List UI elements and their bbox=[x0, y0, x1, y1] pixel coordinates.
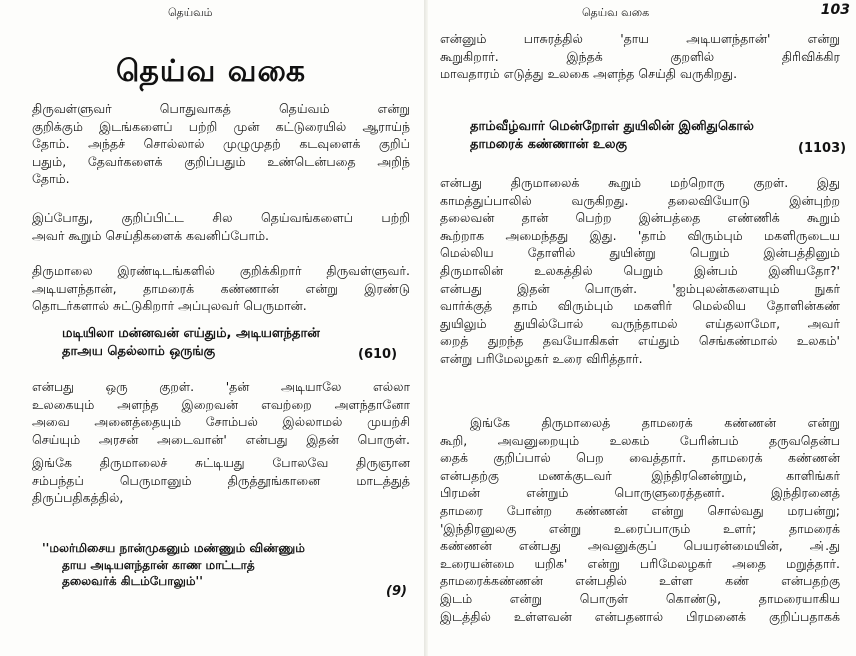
text-line: பதும், தேவர்களைக் குறிப்பதும் உண்டென்பதை அறிந் bbox=[32, 153, 410, 169]
text-line: குறிக்கும் இடங்களைப் பற்றி முன் கட்டுரையில் ஆராய்ந் bbox=[32, 118, 410, 134]
right-verse bbox=[470, 118, 810, 154]
text-line: தொடர்களால் சுட்டுகிறார் அப்புலவர் பெருமான். bbox=[32, 298, 307, 314]
text-line: இங்கே திருமாலைச் சுட்டியது போலவே திருஞான bbox=[32, 455, 410, 470]
text-line: கூற்றாக அமைந்தது இது. 'தாம் விரும்பும் மகளிருடைய bbox=[440, 227, 840, 243]
page-number: 103 bbox=[820, 2, 850, 18]
left-para-5 bbox=[32, 454, 410, 507]
text-line: என்னும் பாசுரத்தில் 'தாய அடியளந்தான்' என்று bbox=[440, 31, 840, 46]
text-line: 'இந்திரனுலகு என்று உரைப்பாரும் உளர்; தாமரைக் bbox=[440, 520, 840, 536]
text-line: தாமரைக்கண்ணன் என்பதில் உள்ள கண் என்பதற்கு bbox=[440, 573, 840, 589]
text-line: என்பது ஒரு குறள். 'தன் அடியாலே எல்லா bbox=[32, 379, 410, 394]
text-line: பிரமன் என்றும் பொருளுரைத்தனர். இந்திரனைத் bbox=[440, 485, 840, 501]
text-line: அவர் கூறும் செய்திகளைக் கவனிப்போம். bbox=[32, 227, 270, 243]
text-line: இடம் என்று பொருள் கொண்டு, தாமரையாகிய bbox=[440, 590, 840, 606]
text-line: சம்பந்தப் பெருமானும் திருத்தூங்கானை மாடத்துத் bbox=[32, 472, 410, 488]
verse-line: தாஅய தெல்லாம் ஒருங்கு bbox=[62, 344, 216, 359]
text-line: என்று பரிமேலழகர் உரை விரித்தார். bbox=[440, 350, 643, 366]
quote-line: ''மலர்மிசைய நான்முகனும் மண்ணும் விண்ணும் bbox=[42, 541, 305, 555]
text-line: அவை அனைத்தையும் சோம்பல் இல்லாமல் முயற்சி bbox=[32, 414, 410, 430]
text-line: என்பது இதன் பொருள். 'ஐம்புலன்களையும் நுகர் bbox=[440, 280, 840, 296]
left-para-1 bbox=[32, 100, 410, 188]
verse-number: (1103) bbox=[798, 141, 847, 156]
verse-number: (610) bbox=[358, 347, 398, 362]
text-line: றைத் துறந்த தவயோகிகள் எய்தும் செங்கண்மால் உலகம்' bbox=[440, 333, 840, 349]
text-line: தைக் குறிப்பால் பெற வைத்தார். தாமரைக் கண்ணன் bbox=[440, 450, 840, 466]
text-line: இடத்தில் உள்ளவன் என்பதனால் பிரமனைக் குறிப்பதாகக் bbox=[440, 608, 840, 624]
text-line: திருப்பதிகத்தில், bbox=[32, 490, 124, 506]
quote-line: தலைவர்க் கிடம்போலும்'' bbox=[62, 574, 203, 588]
text-line: உரையன்மை யறிக' என்று பரிமேலழகர் அதை மறுத்தார். bbox=[440, 555, 840, 571]
text-line: தோம். bbox=[32, 171, 70, 187]
quote-line: தாய அடியளந்தான் காண மாட்டாத் bbox=[62, 557, 255, 572]
text-line: உலகையும் அளந்த இறைவன் எவற்றை அளந்தானோ bbox=[32, 396, 410, 412]
left-running-head: தெய்வம் bbox=[168, 6, 213, 19]
text-line: துயிலும் துயில்போல் வருந்தாமல் எய்தலாமோ, அவர் bbox=[440, 315, 840, 331]
text-line: என்பது திருமாலைக் கூறும் மற்றொரு குறள். இது bbox=[440, 175, 840, 190]
page-title: தெய்வ வகை bbox=[115, 54, 307, 89]
text-line: செய்யும் அரசன் அடைவான்' என்பது இதன் பொருள். bbox=[32, 431, 410, 447]
right-para-3 bbox=[440, 414, 840, 625]
left-para-2 bbox=[32, 209, 410, 244]
text-line: கூறி, அவனுறையும் உலகம் பேரின்பம் தருவதென்ப bbox=[440, 432, 840, 448]
text-line: தலைவன் தான் பெற்ற இன்பத்தை எண்ணிக் கூறும் bbox=[440, 210, 840, 226]
quote-number: (9) bbox=[386, 584, 407, 599]
text-line: திருமாலை இரண்டிடங்களில் குறிக்கிறார் திருவள்ளுவர். bbox=[32, 263, 410, 278]
left-quote bbox=[42, 540, 362, 590]
text-line: தோம். அந்தச் சொல்லால் முழுமுதற் கடவுளைக் குறிப் bbox=[32, 136, 410, 152]
text-line: வார்க்குத் தாம் விரும்பும் மகளிர் மெல்லிய தோளின்கண் bbox=[440, 298, 840, 314]
text-line: கண்ணன் என்பது அவனுக்குப் பெயரன்மையின், அ்.து bbox=[440, 538, 840, 554]
left-page bbox=[0, 0, 424, 656]
text-line: காமத்துப்பாலில் வருகிறது. தலைவியோடு இன்புற்ற bbox=[440, 192, 840, 208]
right-para-1 bbox=[440, 30, 840, 83]
text-line: திருமாலின் உலகத்தில் பெறும் இன்பம் இனியதோ?' bbox=[440, 262, 840, 278]
verse-line: தாமரைக் கண்ணான் உலகு bbox=[470, 137, 627, 152]
text-line: அடியளந்தான், தாமரைக் கண்ணான் என்று இரண்டு bbox=[32, 280, 410, 296]
text-line: இங்கே திருமாலைத் தாமரைக் கண்ணன் என்று bbox=[470, 415, 840, 430]
left-para-3 bbox=[32, 262, 410, 315]
left-para-4 bbox=[32, 378, 410, 448]
left-verse bbox=[62, 325, 362, 361]
text-line: தாமரை போன்ற கண்ணன் என்று சொல்வது மரபன்று; bbox=[440, 502, 840, 518]
text-line: கூறுகிறார். இந்தக் குறளில் திரிவிக்கிர bbox=[440, 48, 840, 64]
right-running-head: தெய்வ வகை bbox=[582, 6, 650, 19]
text-line: இப்போது, குறிப்பிட்ட சில தெய்வங்களைப் பற்றி bbox=[32, 210, 410, 225]
text-line: என்பதற்கு மணக்குடவர் இந்திரனென்றும், காளிங்கர் bbox=[440, 467, 840, 483]
verse-line: மடியிலா மன்னவன் எய்தும், அடியளந்தான் bbox=[62, 326, 320, 341]
text-line: மாவதாரம் எடுத்து உலகை அளந்த செய்தி வருகிறது. bbox=[440, 66, 738, 82]
text-line: மெல்லிய தோளில் துயின்று பெறும் இன்பத்தினும் bbox=[440, 245, 840, 261]
verse-line: தாம்வீழ்வார் மென்றோள் துயிலின் இனிதுகொல் bbox=[470, 119, 754, 134]
text-line: திருவள்ளுவர் பொதுவாகத் தெய்வம் என்று bbox=[32, 101, 410, 116]
right-para-2 bbox=[440, 174, 840, 368]
right-page bbox=[428, 0, 856, 656]
